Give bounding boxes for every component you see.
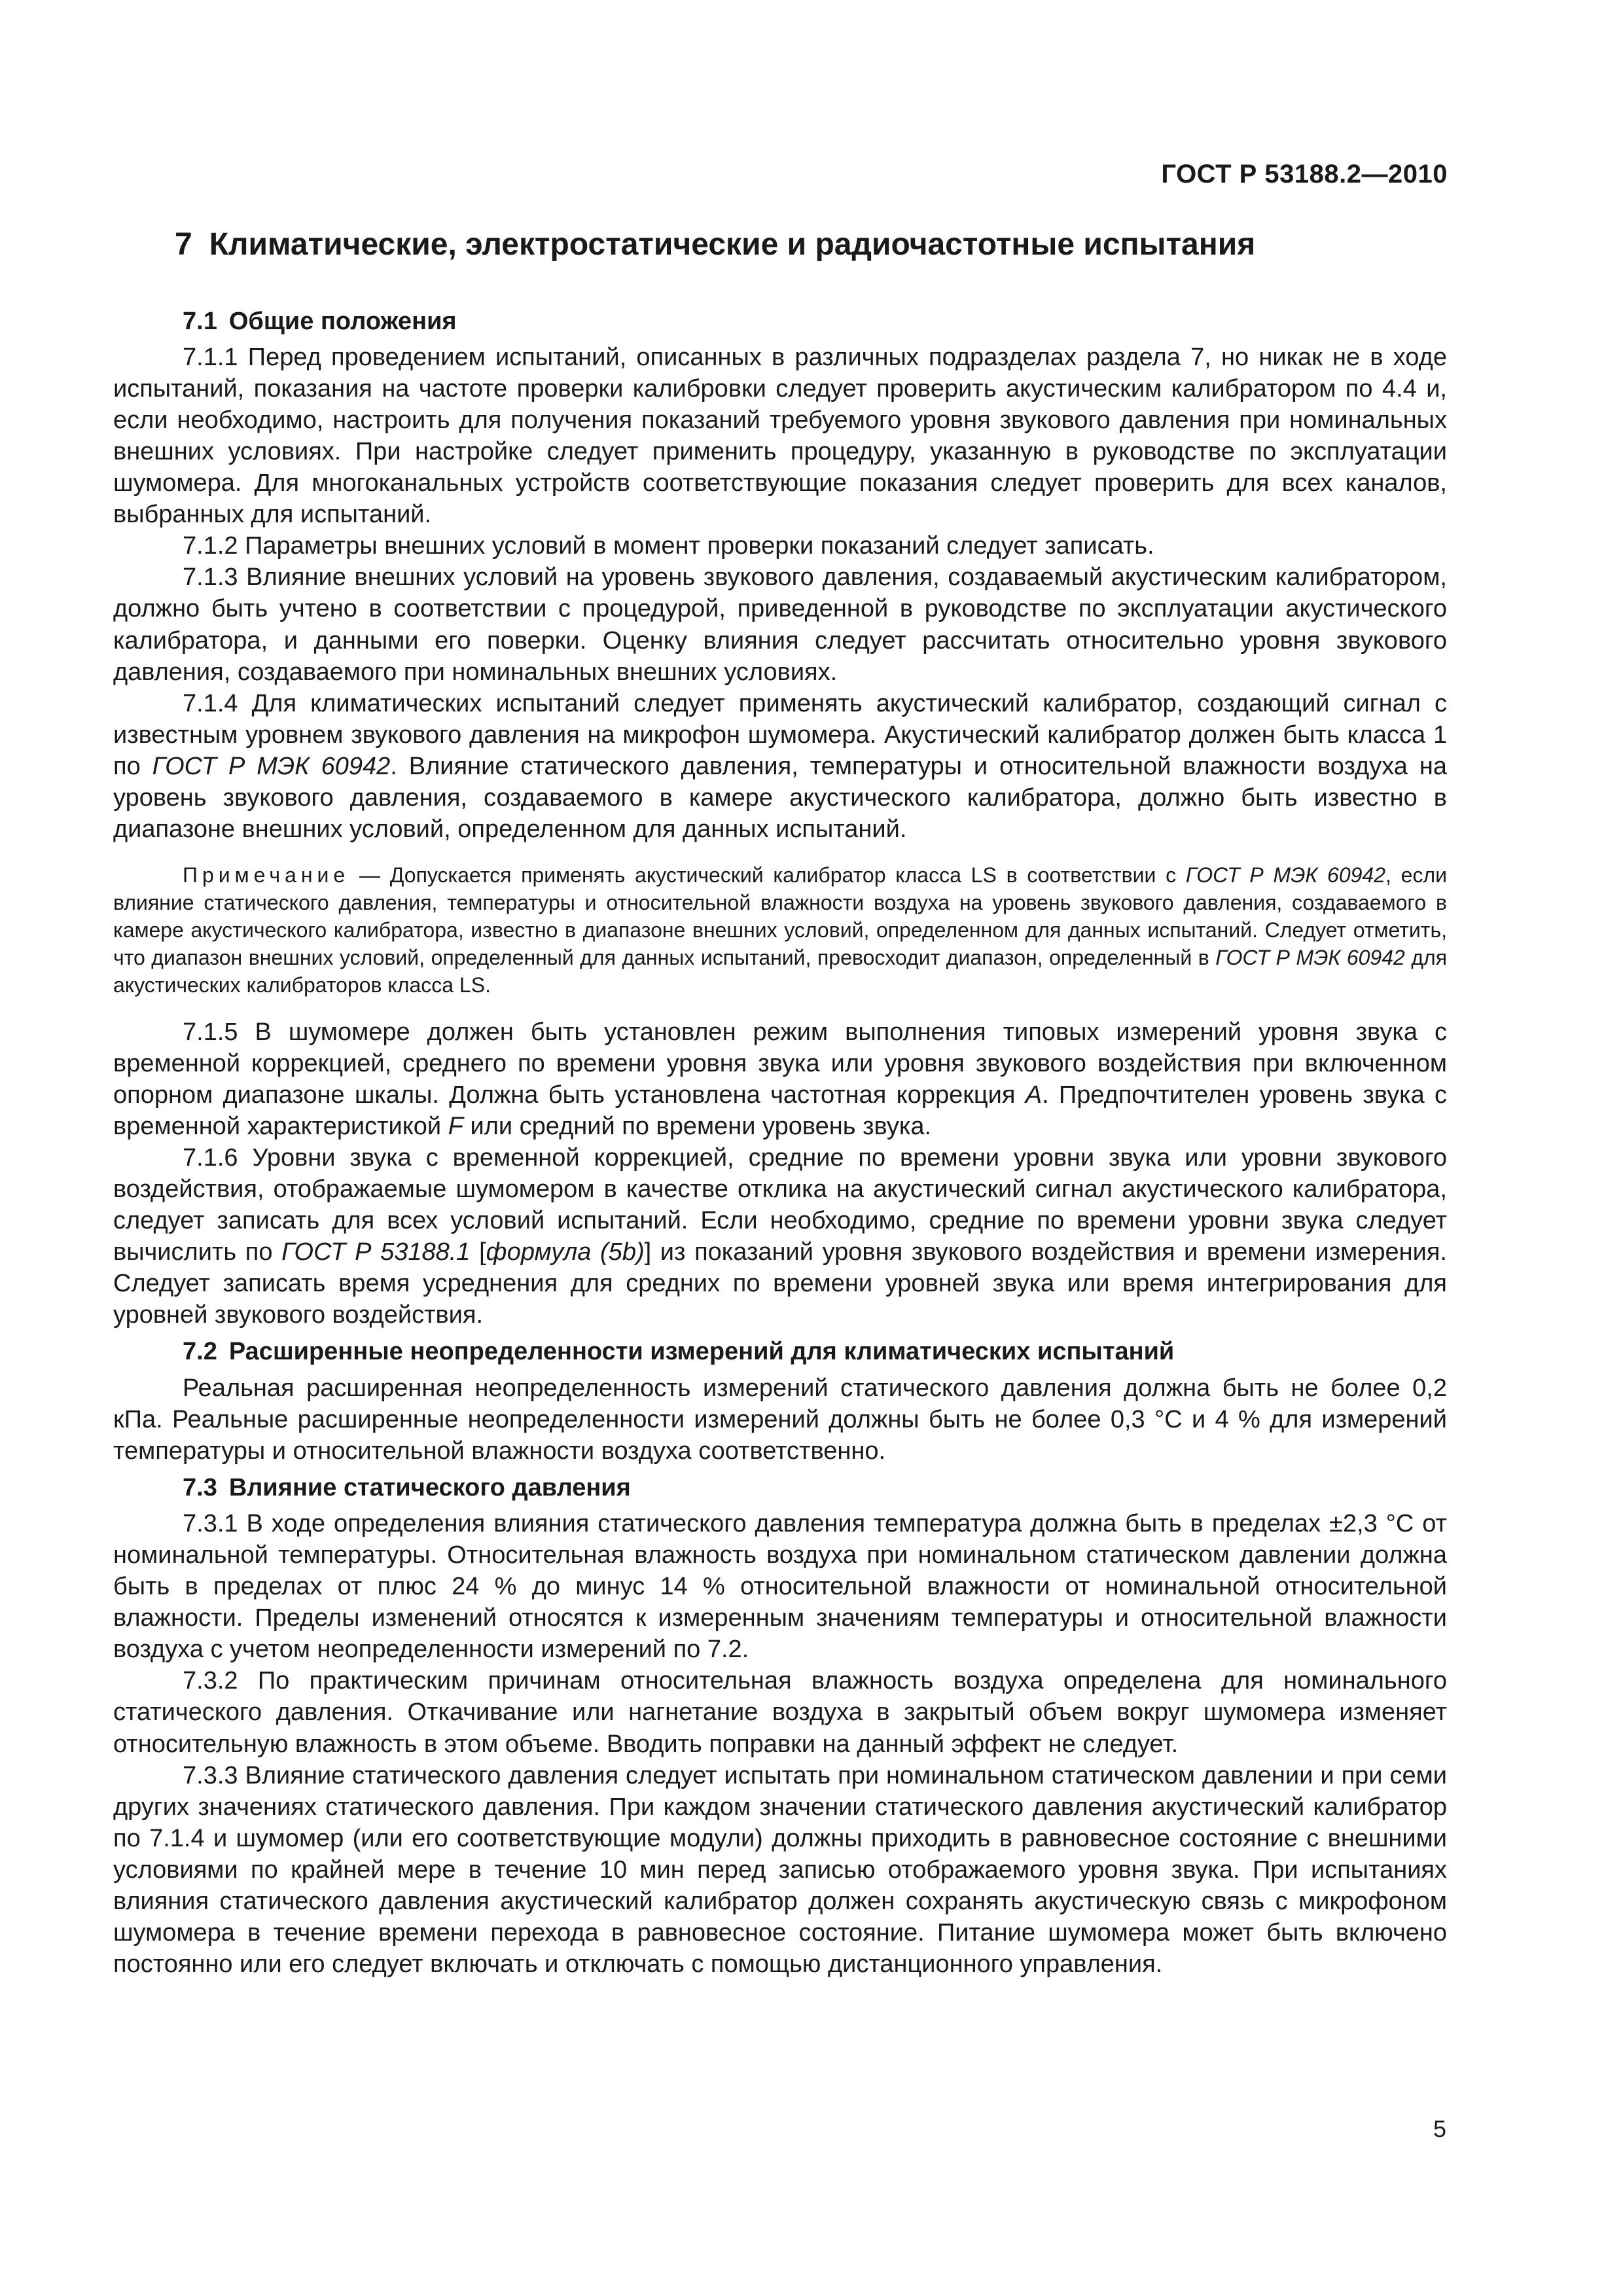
paragraph-text: . Предпочтителен уровень звука с временной характеристикой [113, 1081, 1447, 1140]
frequency-weighting: A [1025, 1081, 1043, 1109]
subsection-heading-7-2 [183, 1336, 1447, 1368]
standard-reference: ГОСТ Р МЭК 60942 [152, 752, 391, 780]
paragraph-text: 7.1.6 Уровни звука с временной коррекцией, средние по времени уровни звука или уровни звукового воздействия, отображаемые шумомером в качестве отклика на акустический сигнал акустического калибратора, следует записать для всех условий испытаний. Если необходимо, средние по времени уровни звука следует вычислить по [113, 1143, 1447, 1266]
standard-reference: ГОСТ Р МЭК 60942 [1185, 863, 1386, 887]
note-text: , если влияние статического давления, температуры и относительной влажности воздуха на уровень звукового давления, создаваемого в камере акустического калибратора, известно в диапазоне внешних условий, определенном для данных испытаний. Следует отметить, что диапазон внешних условий, определенный для данных испытаний, превосходит диапазон, определенный в [113, 863, 1448, 969]
note [113, 862, 1447, 999]
time-weighting: F [448, 1112, 463, 1140]
paragraph-7-2: Реальная расширенная неопределенность измерений статического давления должна быть не более 0,2 кПа. Реальные расширенные неопределенности измерений должны быть не более 0,3 °С и 4 % для измерений температуры и относительной влажности воздуха соответственно. [113, 1374, 1447, 1465]
paragraph-text: ] из показаний уровня звукового воздействия и времени измерения. Следует записать время усреднения для средних по времени уровней звука или время интегрирования для уровней звукового воздействия. [113, 1238, 1447, 1329]
section-title: Климатические, электростатические и радиочастотные испытания [209, 227, 1256, 262]
subsection-title: Расширенные неопределенности измерений для климатических испытаний [228, 1338, 1175, 1366]
document-code: ГОСТ Р 53188.2—2010 [1161, 160, 1448, 188]
subsection-number: 7.1 [183, 307, 217, 335]
paragraph-7-3-3: 7.3.3 Влияние статического давления следует испытать при номинальном статическом давлении и при семи других значениях статического давления. При каждом значении статического давления акустический калибратор по 7.1.4 и шумомер (или его соответствующие модули) должны приходить в равновесное состояние с внешними условиями по крайней мере в течение 10 мин перед записью отображаемого уровня звука. При испытаниях влияния статического давления акустический калибратор должен сохранять акустическую связь с микрофоном шумомера в течение времени перехода в равновесное состояние. Питание шумомера может быть включено постоянно или его следует включать и отключать с помощью дистанционного управления. [113, 1761, 1447, 1978]
note-text: — Допускается применять акустический калибратор класса LS в соответствии с [349, 863, 1186, 887]
section-heading [175, 226, 1447, 264]
paragraph-text: или средний по времени уровень звука. [463, 1112, 932, 1140]
paragraph-7-1-4 [113, 688, 1447, 845]
subsection-number: 7.2 [183, 1338, 217, 1366]
paragraph-7-1-3: 7.1.3 Влияние внешних условий на уровень звукового давления, создаваемый акустическим калибратором, должно быть учтено в соответствии с процедурой, приведенной в руководстве по эксплуатации акустического калибратора, и данными его поверки. Оценку влияния следует рассчитать относительно уровня звукового давления, создаваемого при номинальных внешних условиях. [113, 564, 1447, 686]
paragraph-text: . Влияние статического давления, температуры и относительной влажности воздуха на уровень звукового давления, создаваемого в камере акустического калибратора, должно быть известно в диапазоне внешних условий, определенном для данных испытаний. [113, 752, 1447, 843]
subsection-title: Общие положения [228, 307, 457, 335]
paragraph-7-1-2: 7.1.2 Параметры внешних условий в момент проверки показаний следует записать. [183, 532, 1154, 560]
paragraph-7-3-2: 7.3.2 По практическим причинам относительная влажность воздуха определена для номинального статического давления. Откачивание или нагнетание воздуха в закрытый объем вокруг шумомера изменяет относительную влажность в этом объеме. Вводить поправки на данный эффект не следует. [113, 1667, 1447, 1758]
note-label: Примечание [183, 863, 350, 887]
subsection-heading-7-1 [183, 306, 1447, 338]
standard-reference: ГОСТ Р МЭК 60942 [1215, 945, 1405, 969]
subsection-number: 7.3 [183, 1473, 217, 1501]
formula-reference: формула (5b) [486, 1238, 645, 1266]
page-content [113, 226, 1447, 1980]
paragraph-7-1-6 [113, 1142, 1447, 1331]
paragraph-text: 7.1.5 В шумомере должен быть установлен режим выполнения типовых измерений уровня звука с временной коррекцией, среднего по времени уровня звука или уровня звукового воздействия при включенном опорном диапазоне шкалы. Должна быть установлена частотная коррекция [113, 1018, 1447, 1109]
note-text: для акустических калибраторов класса LS. [113, 945, 1448, 997]
page-number: 5 [1433, 2115, 1446, 2142]
section-number: 7 [175, 227, 192, 262]
paragraph-7-1-5 [113, 1016, 1447, 1142]
subsection-heading-7-3 [183, 1472, 1447, 1504]
paragraph-7-3-1: 7.3.1 В ходе определения влияния статического давления температура должна быть в пределах ±2,3 °С от номинальной температуры. Относительная влажность воздуха при номинальном статическом давлении должна быть в пределах от плюс 24 % до минус 14 % относительной влажности от номинальной относительной влажности. Пределы изменений относятся к измеренным значениям температуры и относительной влажности воздуха с учетом неопределенности измерений по 7.2. [113, 1510, 1447, 1664]
subsection-title: Влияние статического давления [228, 1473, 631, 1501]
standard-reference: ГОСТ Р 53188.1 [281, 1238, 471, 1266]
paragraph-7-1-1: 7.1.1 Перед проведением испытаний, описанных в различных подразделах раздела 7, но никак не в ходе испытаний, показания на частоте проверки калибровки следует проверить акустическим калибратором по 4.4 и, если необходимо, настроить для получения показаний требуемого уровня звукового давления при номинальных внешних условиях. При настройке следует применить процедуру, указанную в руководстве по эксплуатации шумомера. Для многоканальных устройств соответствующие показания следует проверить для всех каналов, выбранных для испытаний. [113, 343, 1447, 529]
paragraph-text: 7.1.4 Для климатических испытаний следует применять акустический калибратор, создающий сигнал с известным уровнем звукового давления на микрофон шумомера. Акустический калибратор должен быть класса 1 по [113, 689, 1447, 780]
paragraph-text: [ [470, 1238, 486, 1266]
